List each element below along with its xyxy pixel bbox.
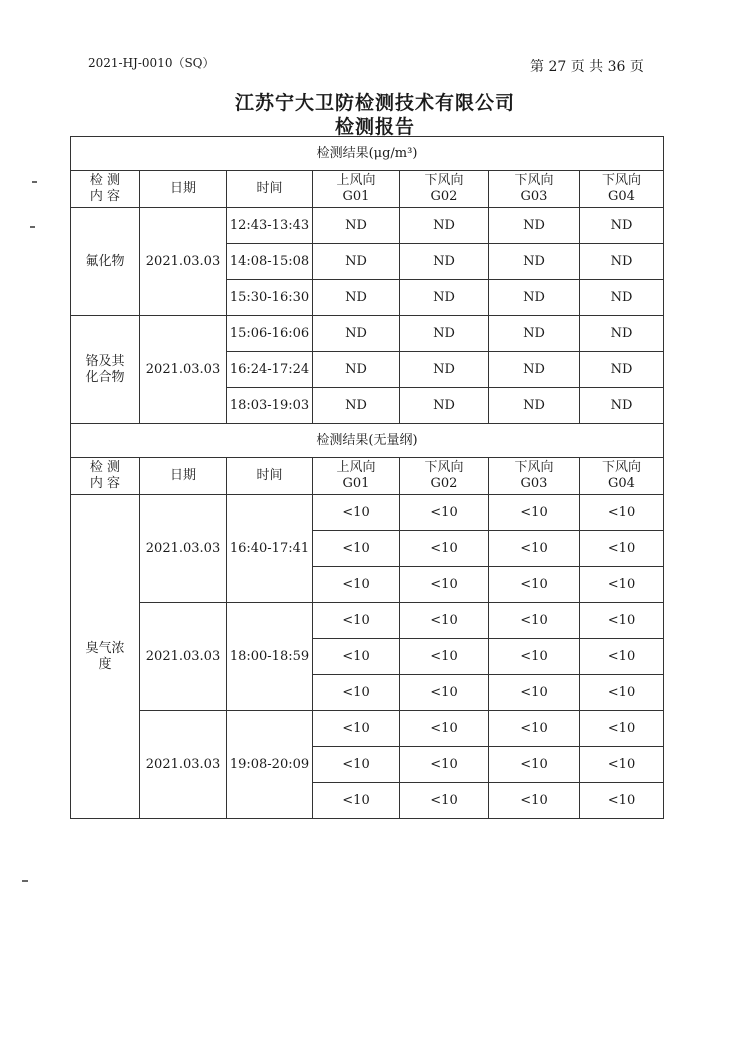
value-g04: <10 <box>580 747 664 783</box>
value-g04: ND <box>580 280 664 316</box>
sample-date: 2021.03.03 <box>140 495 227 603</box>
pollutant-name: 铬及其 化合物 <box>71 316 140 424</box>
value-g01: ND <box>313 388 400 424</box>
value-g03: <10 <box>489 783 580 819</box>
value-g01: <10 <box>313 783 400 819</box>
sample-time: 18:03-19:03 <box>227 388 313 424</box>
value-g01: <10 <box>313 711 400 747</box>
value-g03: <10 <box>489 495 580 531</box>
value-g01: ND <box>313 280 400 316</box>
col-header-g01: 上风向 G01 <box>313 458 400 495</box>
value-g02: ND <box>400 244 489 280</box>
results-table <box>70 136 664 819</box>
value-g01: <10 <box>313 603 400 639</box>
value-g01: <10 <box>313 639 400 675</box>
value-g02: ND <box>400 316 489 352</box>
col-header-g03: 下风向 G03 <box>489 171 580 208</box>
value-g03: ND <box>489 208 580 244</box>
table-row <box>71 208 664 244</box>
value-g01: <10 <box>313 567 400 603</box>
value-g04: ND <box>580 352 664 388</box>
table-row <box>71 137 664 171</box>
sample-date: 2021.03.03 <box>140 711 227 819</box>
scan-speck <box>22 880 28 882</box>
company-name: 江苏宁大卫防检测技术有限公司 <box>234 92 515 114</box>
value-g01: <10 <box>313 531 400 567</box>
value-g01: ND <box>313 352 400 388</box>
value-g02: <10 <box>400 567 489 603</box>
value-g03: <10 <box>489 675 580 711</box>
col-header-g02: 下风向 G02 <box>400 171 489 208</box>
sample-date: 2021.03.03 <box>140 316 227 424</box>
value-g01: ND <box>313 244 400 280</box>
value-g04: <10 <box>580 675 664 711</box>
sample-time: 12:43-13:43 <box>227 208 313 244</box>
value-g02: <10 <box>400 675 489 711</box>
value-g03: <10 <box>489 711 580 747</box>
value-g03: <10 <box>489 603 580 639</box>
col-header-g01: 上风向 G01 <box>313 171 400 208</box>
sample-date: 2021.03.03 <box>140 603 227 711</box>
value-g04: <10 <box>580 711 664 747</box>
value-g04: <10 <box>580 639 664 675</box>
value-g02: ND <box>400 352 489 388</box>
table-row <box>71 495 664 531</box>
col-header-time: 时间 <box>227 171 313 208</box>
sample-time: 15:30-16:30 <box>227 280 313 316</box>
value-g04: <10 <box>580 603 664 639</box>
sample-time: 19:08-20:09 <box>227 711 313 819</box>
value-g03: ND <box>489 316 580 352</box>
table-row <box>71 424 664 458</box>
value-g04: <10 <box>580 783 664 819</box>
value-g02: <10 <box>400 495 489 531</box>
value-g02: ND <box>400 208 489 244</box>
value-g01: <10 <box>313 675 400 711</box>
value-g01: ND <box>313 316 400 352</box>
value-g04: <10 <box>580 567 664 603</box>
value-g01: <10 <box>313 747 400 783</box>
table-row <box>71 711 664 747</box>
value-g02: <10 <box>400 783 489 819</box>
value-g03: <10 <box>489 531 580 567</box>
sample-time: 16:40-17:41 <box>227 495 313 603</box>
value-g02: <10 <box>400 747 489 783</box>
value-g03: <10 <box>489 747 580 783</box>
page-number: 第 27 页 共 36 页 <box>530 59 644 75</box>
value-g02: <10 <box>400 711 489 747</box>
value-g02: <10 <box>400 603 489 639</box>
value-g02: <10 <box>400 531 489 567</box>
sample-time: 18:00-18:59 <box>227 603 313 711</box>
col-header-g04: 下风向 G04 <box>580 171 664 208</box>
value-g02: ND <box>400 388 489 424</box>
table-row <box>71 316 664 352</box>
col-header-item: 检 测 内 容 <box>71 458 140 495</box>
value-g03: ND <box>489 352 580 388</box>
value-g04: ND <box>580 388 664 424</box>
value-g03: ND <box>489 388 580 424</box>
sample-date: 2021.03.03 <box>140 208 227 316</box>
col-header-g02: 下风向 G02 <box>400 458 489 495</box>
table-row <box>71 603 664 639</box>
report-title: 检测报告 <box>334 116 415 138</box>
value-g03: ND <box>489 244 580 280</box>
value-g03: ND <box>489 280 580 316</box>
col-header-item: 检 测 内 容 <box>71 171 140 208</box>
col-header-date: 日期 <box>140 458 227 495</box>
sample-time: 14:08-15:08 <box>227 244 313 280</box>
col-header-g04: 下风向 G04 <box>580 458 664 495</box>
table-row <box>71 458 664 495</box>
value-g04: ND <box>580 208 664 244</box>
value-g01: ND <box>313 208 400 244</box>
scan-speck <box>30 226 35 228</box>
section-title: 检测结果(μg/m³) <box>71 137 664 171</box>
value-g04: <10 <box>580 531 664 567</box>
value-g01: <10 <box>313 495 400 531</box>
value-g03: <10 <box>489 567 580 603</box>
sample-time: 16:24-17:24 <box>227 352 313 388</box>
sample-time: 15:06-16:06 <box>227 316 313 352</box>
document-code: 2021-HJ-0010（SQ） <box>88 56 215 70</box>
pollutant-name: 臭气浓 度 <box>71 495 140 819</box>
value-g02: ND <box>400 280 489 316</box>
col-header-time: 时间 <box>227 458 313 495</box>
col-header-g03: 下风向 G03 <box>489 458 580 495</box>
value-g04: ND <box>580 244 664 280</box>
scan-speck <box>32 181 37 183</box>
col-header-date: 日期 <box>140 171 227 208</box>
value-g02: <10 <box>400 639 489 675</box>
section-title: 检测结果(无量纲) <box>71 424 664 458</box>
value-g04: ND <box>580 316 664 352</box>
table-row <box>71 171 664 208</box>
pollutant-name: 氟化物 <box>71 208 140 316</box>
value-g04: <10 <box>580 495 664 531</box>
value-g03: <10 <box>489 639 580 675</box>
